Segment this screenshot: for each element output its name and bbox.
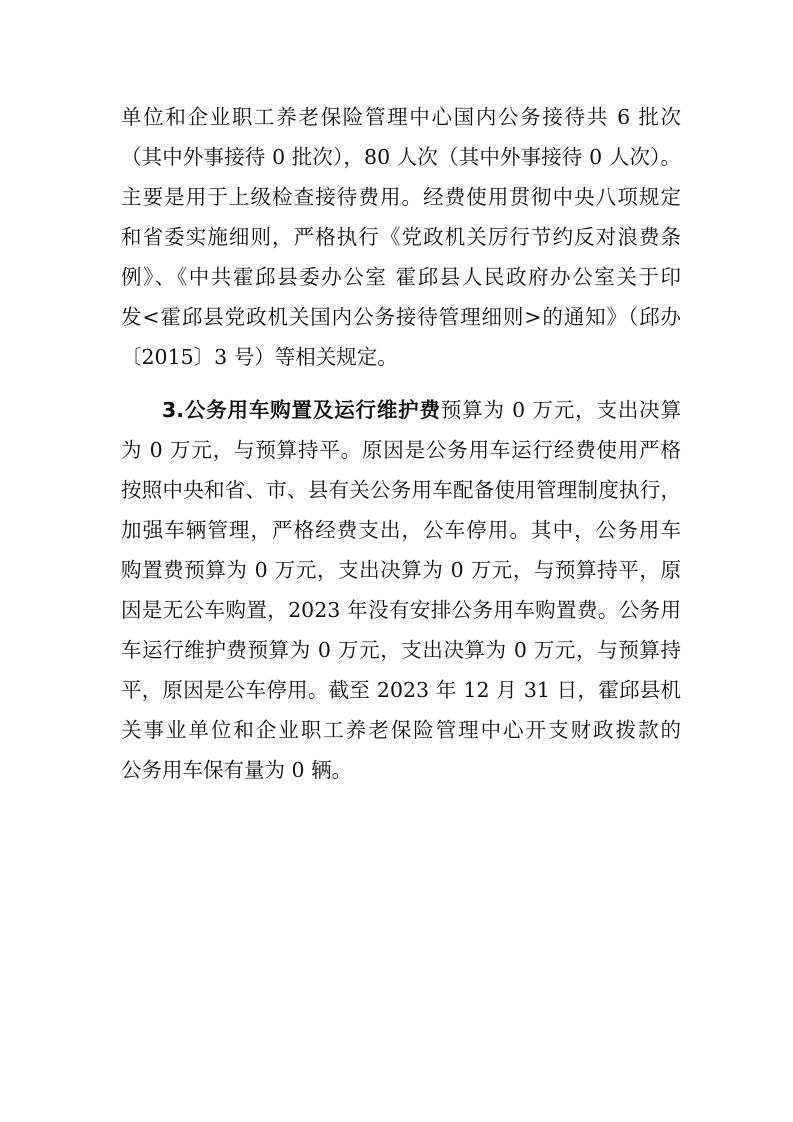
paragraph-2-line-4: 加强车辆管理，严格经费支出，公车停用。其中，公务用车 (121, 518, 681, 542)
section-heading: 3.公务用车购置及运行维护费 (162, 398, 441, 422)
paragraph-2-line-7: 车运行维护费预算为 0 万元，支出决算为 0 万元，与预算持 (121, 638, 681, 662)
paragraph-2-line-5: 购置费预算为 0 万元，支出决算为 0 万元，与预算持平，原 (121, 558, 681, 582)
paragraph-1-line-5: 例》、《中共霍邱县委办公室 霍邱县人民政府办公室关于印 (121, 265, 681, 289)
paragraph-1-line-2: （其中外事接待 0 批次），80 人次（其中外事接待 0 人次）。 (121, 145, 681, 169)
paragraph-2-line-3: 按照中央和省、市、县有关公务用车配备使用管理制度执行， (121, 478, 681, 502)
paragraph-1-line-4: 和省委实施细则，严格执行《党政机关厉行节约反对浪费条 (121, 225, 681, 249)
paragraph-1-line-3: 主要是用于上级检查接待费用。经费使用贯彻中央八项规定 (121, 185, 681, 209)
paragraph-1-line-7: 〔2015〕3 号）等相关规定。 (121, 345, 398, 369)
paragraph-2-line-1 (162, 390, 681, 430)
paragraph-2-line-9: 关事业单位和企业职工养老保险管理中心开支财政拨款的 (121, 718, 681, 742)
paragraph-2-line-10: 公务用车保有量为 0 辆。 (121, 758, 353, 782)
paragraph-2-line-1-text: 预算为 0 万元，支出决算 (440, 398, 681, 422)
paragraph-2-line-8: 平，原因是公车停用。截至 2023 年 12 月 31 日，霍邱县机 (121, 678, 681, 702)
paragraph-1-line-1: 单位和企业职工养老保险管理中心国内公务接待共 6 批次 (121, 105, 681, 129)
paragraph-2-line-6: 因是无公车购置，2023 年没有安排公务用车购置费。公务用 (121, 598, 681, 622)
paragraph-2-line-2: 为 0 万元，与预算持平。原因是公务用车运行经费使用严格 (121, 438, 681, 462)
paragraph-1-line-6: 发<霍邱县党政机关国内公务接待管理细则>的通知》（邱办 (121, 305, 681, 329)
